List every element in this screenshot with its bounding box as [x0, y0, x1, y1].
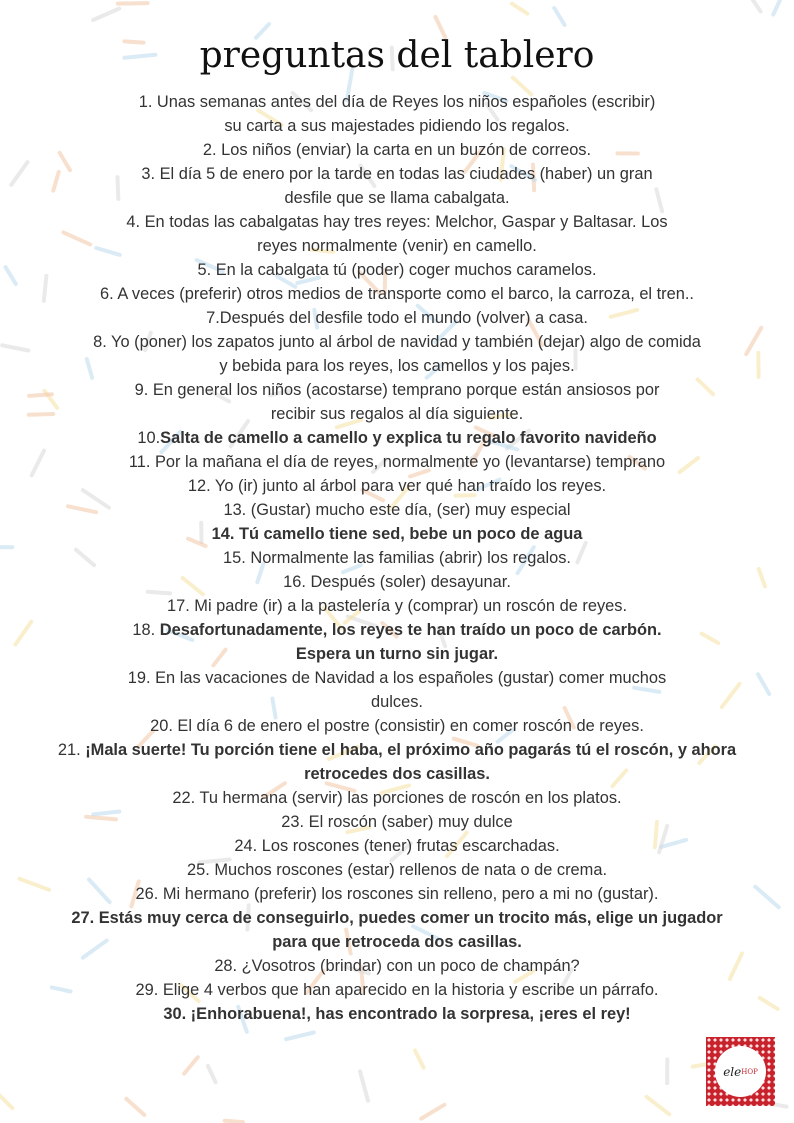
question-text: reyes normalmente (venir) en camello. — [257, 237, 537, 255]
question-text: 8. Yo (poner) los zapatos junto al árbol de navidad y también (dejar) algo de comida — [93, 333, 701, 351]
question-line — [0, 690, 794, 714]
logo-text: ele — [723, 1064, 742, 1079]
question-text: 19. En las vacaciones de Navidad a los españoles (gustar) comer muchos — [127, 669, 667, 687]
question-line — [0, 474, 794, 498]
question-text: 12. Yo (ir) junto al árbol para ver qué han traído los reyes. — [187, 477, 607, 495]
question-line — [0, 450, 794, 474]
question-line — [0, 330, 794, 354]
question-line — [0, 666, 794, 690]
question-text: su carta a sus majestades pidiendo los regalos. — [224, 117, 570, 135]
question-text: 6. A veces (preferir) otros medios de transporte como el barco, la carroza, el tren.. — [100, 285, 694, 303]
elehop-logo — [706, 1037, 775, 1106]
question-text: 25. Muchos roscones (estar) rellenos de nata o de crema. — [187, 861, 607, 879]
question-text: 15. Normalmente las familias (abrir) los regalos. — [223, 549, 571, 567]
question-text: 5. En la cabalgata tú (poder) coger muchos caramelos. — [197, 261, 597, 279]
question-line — [0, 210, 794, 234]
question-text: dulces. — [371, 693, 423, 711]
question-line — [0, 186, 794, 210]
question-text: 7.Después del desfile todo el mundo (volver) a casa. — [206, 309, 588, 327]
sprinkle — [208, 1066, 216, 1082]
sprinkle — [184, 1057, 198, 1073]
bold-text: para que retroceda dos casillas. — [272, 933, 522, 951]
question-text: 29. Elige 4 verbos que han aparecido en la historia y escribe un párrafo. — [135, 981, 659, 999]
sprinkle — [0, 1089, 13, 1108]
question-line — [0, 954, 794, 978]
sprinkle — [360, 1071, 368, 1100]
question-line — [0, 642, 794, 666]
question-text: 13. (Gustar) mucho este día, (ser) muy especial — [223, 501, 571, 519]
question-line — [0, 834, 794, 858]
question-line — [0, 354, 794, 378]
question-line — [0, 498, 794, 522]
question-line — [0, 90, 794, 114]
question-line — [0, 738, 794, 762]
question-line — [0, 714, 794, 738]
question-text: 4. En todas las cabalgatas hay tres reyes: Melchor, Gaspar y Baltasar. Los — [126, 213, 668, 231]
question-line — [0, 378, 794, 402]
logo-sup: HOP — [741, 1067, 758, 1076]
page-title: preguntas del tablero — [199, 35, 595, 76]
bold-text: 14. Tú camello tiene sed, bebe un poco de agua — [211, 525, 583, 543]
question-text: 3. El día 5 de enero por la tarde en todas las ciudades (haber) un gran — [141, 165, 653, 183]
bold-text: Salta de camello a camello y explica tu regalo favorito navideño — [160, 429, 657, 447]
question-text: 24. Los roscones (tener) frutas escarchadas. — [234, 837, 560, 855]
question-text: 10. — [137, 429, 161, 447]
bold-text: 27. Estás muy cerca de conseguirlo, puedes comer un trocito más, elige un jugador — [71, 909, 723, 927]
question-text: 16. Después (soler) desayunar. — [283, 573, 511, 591]
question-line — [0, 570, 794, 594]
sprinkle — [286, 1033, 314, 1040]
question-line — [0, 522, 794, 546]
question-line — [0, 762, 794, 786]
question-text: 22. Tu hermana (servir) las porciones de roscón en los platos. — [172, 789, 622, 807]
question-line — [0, 546, 794, 570]
question-line — [0, 594, 794, 618]
question-text: y bebida para los reyes, los camellos y los pajes. — [219, 357, 575, 375]
question-line — [0, 882, 794, 906]
question-text: 23. El roscón (saber) muy dulce — [281, 813, 513, 831]
bold-text: Desafortunadamente, los reyes te han traído un poco de carbón. — [159, 621, 662, 639]
question-text: 17. Mi padre (ir) a la pastelería y (comprar) un roscón de reyes. — [166, 597, 628, 615]
question-line — [0, 258, 794, 282]
question-line — [0, 234, 794, 258]
sprinkle — [415, 1051, 424, 1068]
question-text: 28. ¿Vosotros (brindar) con un poco de champán? — [214, 957, 580, 975]
question-line — [0, 426, 794, 450]
bold-text: Espera un turno sin jugar. — [295, 645, 499, 663]
question-text: 1. Unas semanas antes del día de Reyes los niños españoles (escribir) — [138, 93, 656, 111]
question-line — [0, 858, 794, 882]
logo-badge — [715, 1046, 766, 1097]
question-line — [0, 162, 794, 186]
question-line — [0, 618, 794, 642]
question-line — [0, 114, 794, 138]
sprinkle — [647, 1097, 670, 1115]
bold-text: ¡Mala suerte! Tu porción tiene el haba, el próximo año pagarás tú el roscón, y ahora — [85, 741, 737, 759]
question-text: 11. Por la mañana el día de reyes, normalmente yo (levantarse) temprano — [128, 453, 666, 471]
question-text: 20. El día 6 de enero el postre (consistir) en comer roscón de reyes. — [150, 717, 644, 735]
question-line — [0, 1002, 794, 1026]
question-text: desfile que se llama cabalgata. — [284, 189, 510, 207]
question-text: 2. Los niños (enviar) la carta en un buzón de correos. — [202, 141, 592, 159]
question-line — [0, 306, 794, 330]
question-line — [0, 930, 794, 954]
question-line — [0, 810, 794, 834]
question-line — [0, 402, 794, 426]
bold-text: 30. ¡Enhorabuena!, has encontrado la sorpresa, ¡eres el rey! — [163, 1005, 631, 1023]
question-line — [0, 906, 794, 930]
question-text: 26. Mi hermano (preferir) los roscones sin relleno, pero a mi no (gustar). — [135, 885, 659, 903]
sprinkle — [225, 1121, 243, 1122]
question-line — [0, 978, 794, 1002]
question-line — [0, 282, 794, 306]
question-text: recibir sus regalos al día siguiente. — [270, 405, 524, 423]
question-text: 21. — [57, 741, 86, 759]
question-text: 18. — [132, 621, 160, 639]
question-list — [0, 90, 794, 1026]
question-text: 9. En general los niños (acostarse) temprano porque están ansiosos por — [134, 381, 660, 399]
sprinkle — [421, 1105, 444, 1119]
sprinkle — [126, 1099, 144, 1115]
bold-text: retrocedes dos casillas. — [304, 765, 490, 783]
question-line — [0, 786, 794, 810]
question-line — [0, 138, 794, 162]
